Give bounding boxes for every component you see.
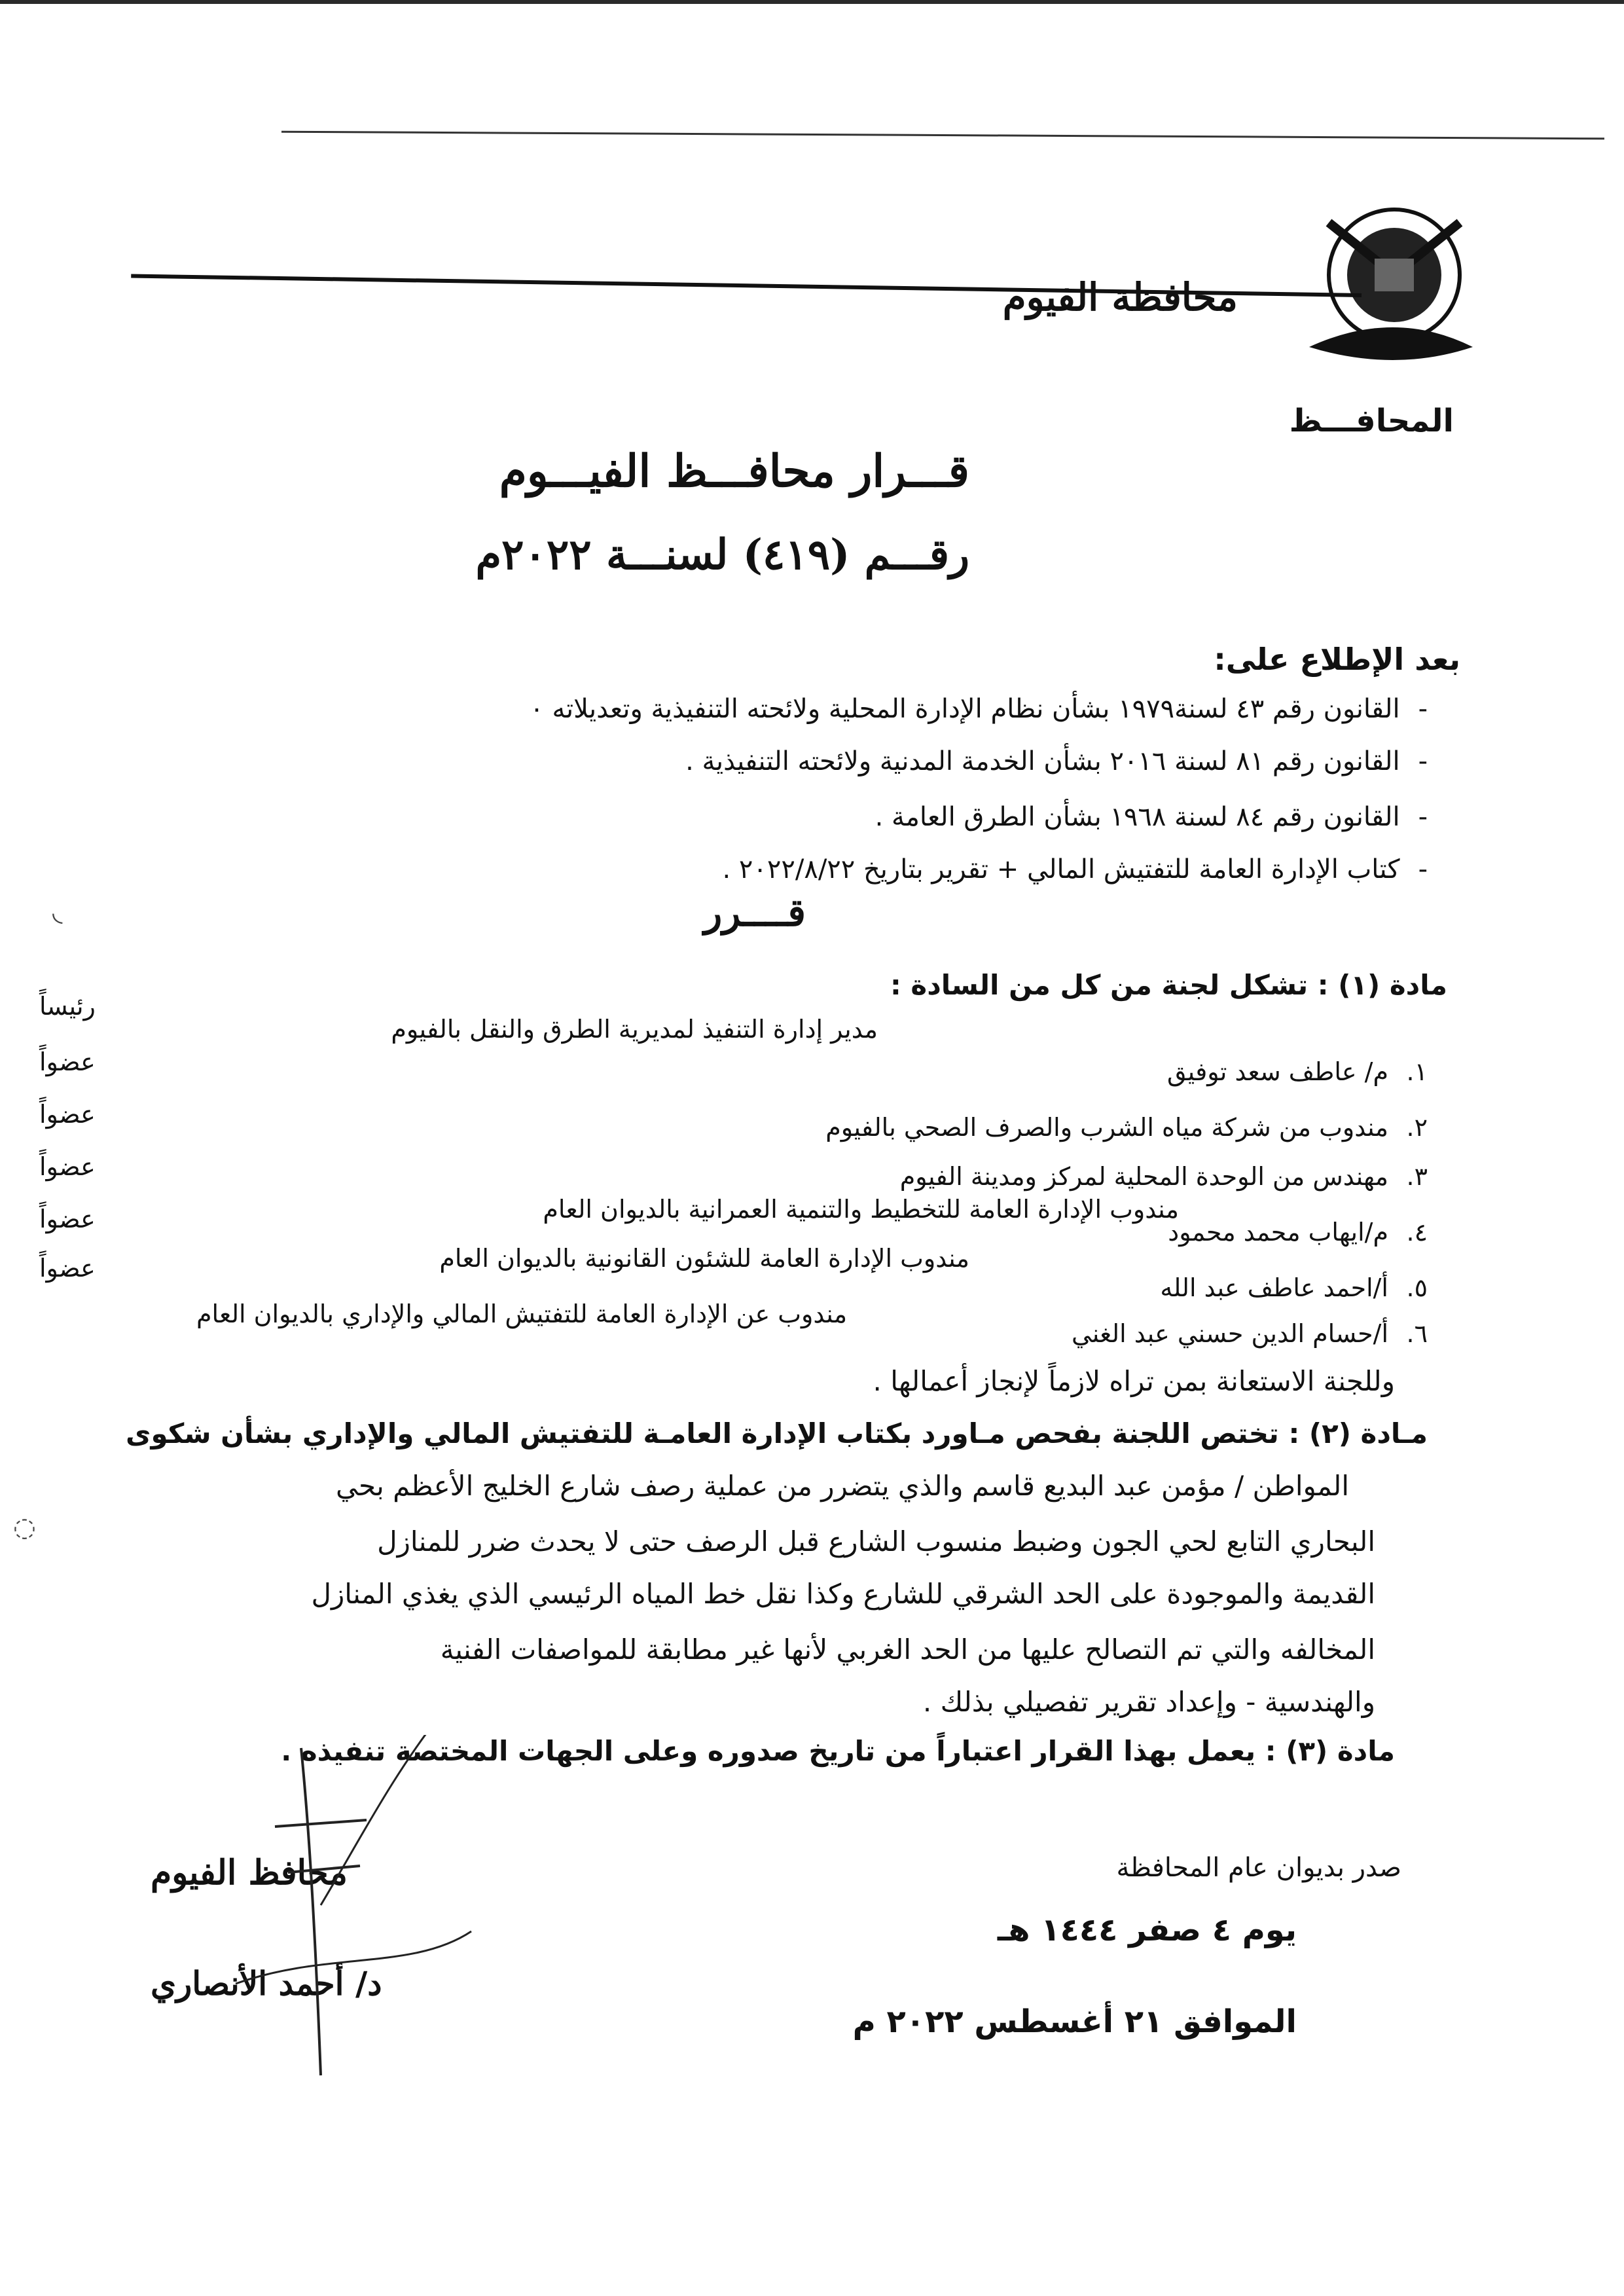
member-name: ١.م/ عاطف سعد توفيق [1166, 1057, 1428, 1086]
governorate-name: محافظة الفيوم [1002, 275, 1238, 319]
article-2-line: المخالفه والتي تم التصالح عليها من الحد الغربي لأنها غير مطابقة للمواصفات الفنية [440, 1633, 1375, 1666]
member-role: مندوب عن الإدارة العامة للتفتيش المالي والإداري بالديوان العام [196, 1300, 848, 1328]
decree-number: رقـــم (٤١٩) لسنـــة ٢٠٢٢م [475, 530, 969, 579]
preamble-label: بعد الإطلاع على: [1214, 642, 1460, 677]
article-2-line: البحاري التابع لحي الجون وضبط منسوب الشارع قبل الرصف حتى لا يحدث ضرر للمنازل [377, 1525, 1375, 1558]
preamble-ref: -القانون رقم ٤٣ لسنة١٩٧٩ بشأن نظام الإدارة المحلية ولائحته التنفيذية وتعديلاته ٠ [530, 694, 1428, 724]
article-2-line: القديمة والموجودة على الحد الشرقي للشارع وكذا نقل خط المياه الرئيسي الذي يغذي المنازل [311, 1578, 1375, 1610]
member-tag: عضواً [39, 1048, 96, 1076]
preamble-ref: -كتاب الإدارة العامة للتفتيش المالي + تقرير بتاريخ ٢٠٢٢/٨/٢٢ . [722, 854, 1428, 884]
member-tag: رئيساً [39, 992, 96, 1021]
governorate-emblem-icon [1303, 196, 1479, 380]
margin-mark: ◟ [52, 897, 63, 927]
member-name: ٤.م/ايهاب محمد محمود [1168, 1218, 1428, 1247]
member-name: ٥.أ/احمد عاطف عبد الله [1160, 1273, 1428, 1302]
article-2-line: والهندسية - وإعداد تقرير تفصيلي بذلك . [922, 1686, 1375, 1718]
office-label: المحافـــظ [1289, 403, 1454, 439]
preamble-ref: -القانون رقم ٨١ لسنة ٢٠١٦ بشأن الخدمة المدنية ولائحته التنفيذية . [685, 746, 1428, 776]
dash: - [1418, 694, 1428, 724]
preamble-ref: -القانون رقم ٨٤ لسنة ١٩٦٨ بشأن الطرق العامة . [875, 802, 1428, 832]
member-name: ٦.أ/حسام الدين حسني عبد الغني [1072, 1319, 1428, 1348]
committee-assist: وللجنة الاستعانة بمن تراه لازماً لإنجاز أعمالها . [873, 1365, 1395, 1397]
member-tag: عضواً [39, 1205, 96, 1233]
dash: - [1418, 746, 1428, 776]
signatory-name: د/ أحمد الأنصاري [151, 1964, 382, 2003]
decision-heading: قــــرر [704, 890, 806, 935]
article-1-label: مادة (١) : تشكل لجنة من كل من السادة : [890, 969, 1447, 1001]
member-role: مدير إدارة التنفيذ لمديرية الطرق والنقل بالفيوم [391, 1015, 878, 1044]
margin-mark: ◌ [13, 1512, 36, 1542]
member-tag: عضواً [39, 1100, 96, 1129]
hijri-date: يوم ٤ صفر ١٤٤٤ هـ [997, 1912, 1297, 1948]
member-role: مندوب الإدارة العامة للشئون القانونية بالديوان العام [439, 1244, 969, 1273]
member-role: مندوب الإدارة العامة للتخطيط والتنمية العمرانية بالديوان العام [543, 1195, 1179, 1224]
issued-at: صدر بديوان عام المحافظة [1116, 1853, 1401, 1883]
member-name: ٢.مندوب من شركة مياه الشرب والصرف الصحي بالفيوم [825, 1113, 1428, 1142]
gregorian-date: الموافق ٢١ أغسطس ٢٠٢٢ م [852, 2003, 1297, 2040]
article-2-line: مـادة (٢) : تختص اللجنة بفحص مـاورد بكتاب الإدارة العامـة للتفتيش المالي والإداري بشأن شكوى [126, 1417, 1428, 1449]
signatory-title: محافظ الفيوم [151, 1853, 348, 1893]
member-tag: عضواً [39, 1152, 96, 1181]
member-name: ٣.مهندس من الوحدة المحلية لمركز ومدينة الفيوم [899, 1162, 1428, 1191]
handwritten-signature [196, 1735, 524, 2102]
scan-rule [281, 131, 1604, 140]
decree-title: قـــرار محافـــظ الفيـــوم [499, 445, 969, 498]
member-tag: عضواً [39, 1254, 96, 1283]
dash: - [1418, 802, 1428, 832]
scan-edge [0, 0, 1624, 4]
dash: - [1418, 854, 1428, 884]
article-3-label: مادة (٣) : يعمل بهذا القرار اعتباراً من تاريخ صدوره وعلى الجهات المختصة تنفيذه . [281, 1735, 1395, 1767]
article-2-line: المواطن / مؤمن عبد البديع قاسم والذي يتضرر من عملية رصف شارع الخليج الأعظم بحي [336, 1470, 1349, 1502]
